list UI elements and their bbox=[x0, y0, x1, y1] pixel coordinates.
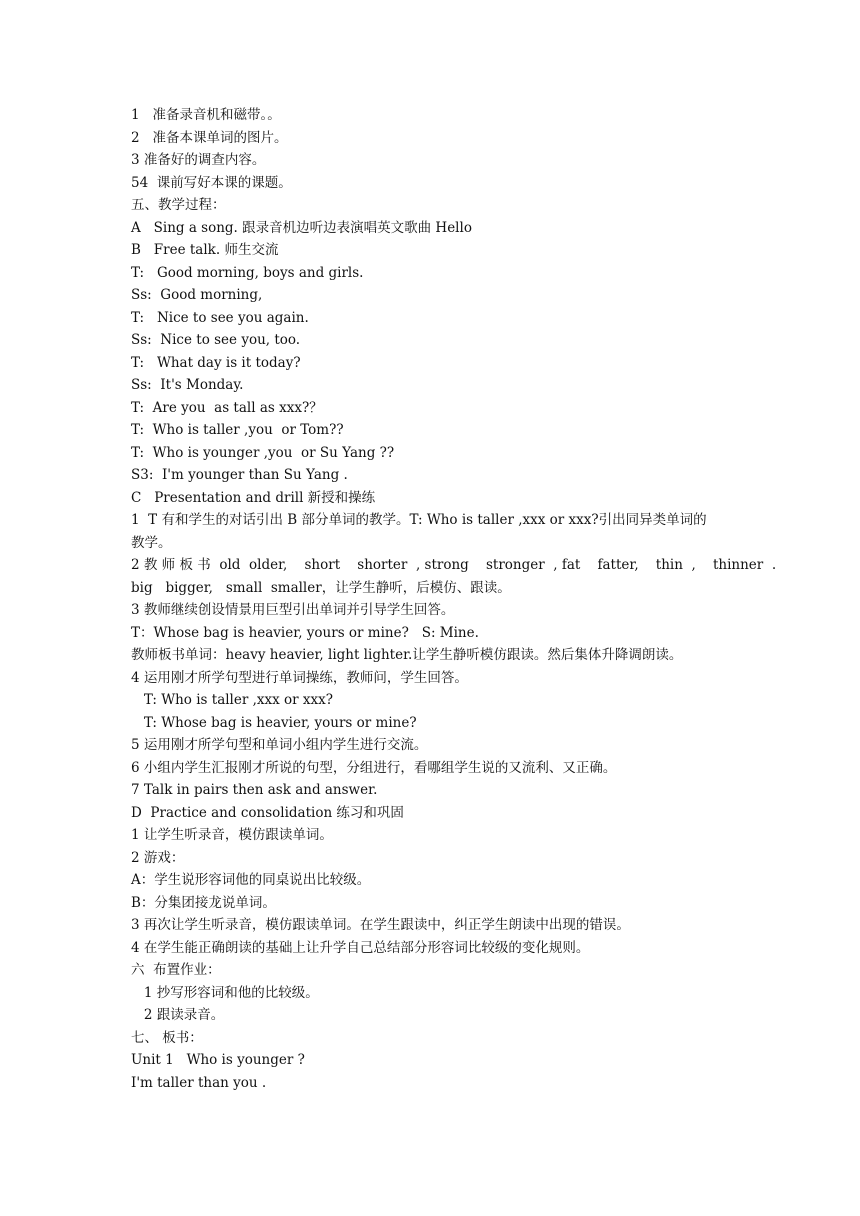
text-line: 54 课前写好本课的课题。 bbox=[131, 174, 292, 191]
text-line: 2 游戏： bbox=[131, 849, 185, 866]
dialogue-line: Ss: Nice to see you, too. bbox=[131, 332, 301, 348]
text-line: 1 准备录音机和磁带。。 bbox=[131, 107, 281, 123]
text-line: B：分集团接龙说单词。 bbox=[131, 894, 276, 911]
text-line: 1 让学生听录音，模仿跟读单词。 bbox=[131, 827, 333, 843]
text-line: 5 运用刚才所学句型和单词小组内学生进行交流。 bbox=[131, 737, 428, 753]
dialogue-line: T: Whose bag is heavier, yours or mine? bbox=[131, 714, 417, 731]
text-line: 6 小组内学生汇报刚才所说的句型，分组进行，看哪组学生说的又流利、又正确。 bbox=[131, 759, 617, 776]
text-line: 教学。 bbox=[131, 534, 172, 551]
text-line: C Presentation and drill 新授和操练 bbox=[131, 489, 376, 506]
text-line: big bigger, small smaller，让学生静听，后模仿、跟读。 bbox=[131, 579, 511, 596]
text-line: 1 T 有和学生的对话引出 B 部分单词的教学。T: Who is taller ,xxx or xxx?引出同异类单词的 bbox=[131, 512, 707, 528]
text-line: 3 准备好的调查内容。 bbox=[131, 152, 266, 168]
board-text: Unit 1 Who is younger ? bbox=[131, 1052, 305, 1068]
text-line: 2 跟读录音。 bbox=[131, 1007, 225, 1023]
section-heading: 六 布置作业： bbox=[131, 962, 221, 978]
dialogue-line: T: Who is taller ,you or Tom?? bbox=[131, 422, 344, 438]
text-line: D Practice and consolidation 练习和巩固 bbox=[131, 804, 404, 821]
section-heading: 五、教学过程： bbox=[131, 197, 226, 213]
text-line: A：学生说形容词他的同桌说出比较级。 bbox=[131, 872, 371, 888]
dialogue-line: T: What day is it today? bbox=[131, 354, 301, 371]
dialogue-line: T: Who is taller ,xxx or xxx? bbox=[131, 692, 333, 708]
dialogue-line: T: Nice to see you again. bbox=[131, 309, 309, 326]
text-line: 4 运用刚才所学句型进行单词操练，教师问，学生回答。 bbox=[131, 669, 468, 686]
text-line: A Sing a song. 跟录音机边听边表演唱英文歌曲 Hello bbox=[131, 219, 472, 236]
dialogue-line: T: Who is younger ,you or Su Yang ?? bbox=[131, 444, 395, 461]
dialogue-line: T：Whose bag is heavier, yours or mine? S: Mine. bbox=[131, 624, 479, 641]
text-line: 教师板书单词：heavy heavier, light lighter.让学生静听模仿跟读。然后集体升降调朗读。 bbox=[131, 647, 683, 663]
dialogue-line: S3: I'm younger than Su Yang . bbox=[131, 467, 348, 483]
text-line: 2 准备本课单词的图片。 bbox=[131, 129, 288, 146]
text-line: B Free talk. 师生交流 bbox=[131, 242, 279, 258]
text-line: 3 再次让学生听录音，模仿跟读单词。在学生跟读中，纠正学生朗读中出现的错误。 bbox=[131, 917, 630, 933]
text-line: 1 抄写形容词和他的比较级。 bbox=[131, 984, 319, 1001]
board-text: I'm taller than you . bbox=[131, 1074, 267, 1091]
section-heading: 七、 板书： bbox=[131, 1029, 203, 1046]
dialogue-line: Ss: It's Monday. bbox=[131, 377, 244, 393]
text-line: 4 在学生能正确朗读的基础上让升学自己总结部分形容词比较级的变化规则。 bbox=[131, 939, 590, 956]
document-body bbox=[131, 104, 777, 1094]
dialogue-line: T: Good morning, boys and girls. bbox=[131, 264, 364, 281]
text-line: 2 教 师 板 书 old older, short shorter , strong stronger , fat fatter, thin , thinner . bbox=[131, 557, 777, 573]
text-line: 3 教师继续创设情景用巨型引出单词并引导学生回答。 bbox=[131, 602, 455, 618]
text-line: 7 Talk in pairs then ask and answer. bbox=[131, 782, 378, 798]
dialogue-line: Ss: Good morning, bbox=[131, 287, 263, 303]
dialogue-line: T: Are you as tall as xxx?？ bbox=[131, 399, 323, 416]
